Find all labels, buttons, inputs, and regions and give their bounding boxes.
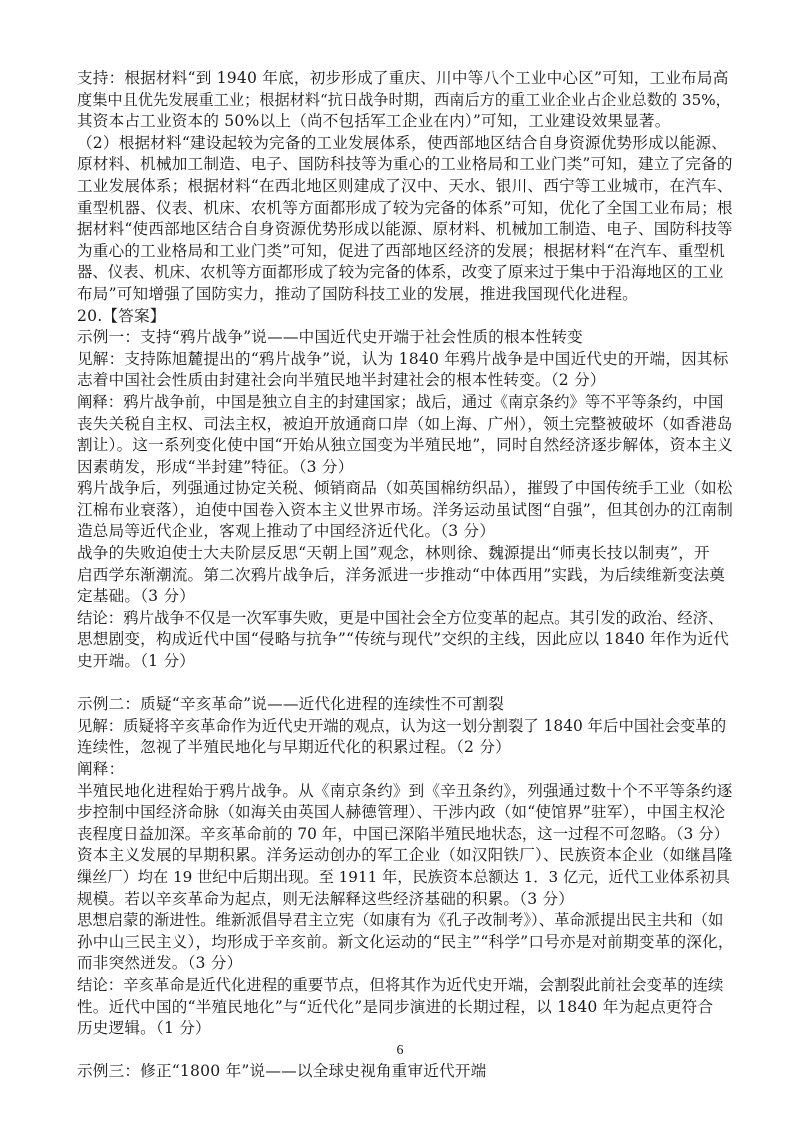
- text-line: 支持：根据材料“到 1940 年底，初步形成了重庆、川中等八个工业中心区”可知，工业布局高: [77, 69, 729, 87]
- text-line: 示例二：质疑“辛亥革命”说——近代化进程的连续性不可割裂: [77, 695, 504, 714]
- page-number: 6: [396, 1043, 404, 1058]
- text-line: 示例一：支持“鸦片战争”说——中国近代史开端于社会性质的根本性转变: [77, 328, 583, 347]
- text-line: 结论：鸦片战争不仅是一次军事失败，更是中国社会全方位变革的起点。其引发的政治、经济、: [77, 608, 724, 627]
- text-line: 其资本占工业资本的 50%以上（尚不包括军工企业在内）”可知，工业建设效果显著。: [77, 112, 671, 131]
- text-line: 见解：质疑将辛亥革命作为近代史开端的观点，认为这一划分割裂了 1840 年后中国社会变革的: [77, 716, 727, 735]
- text-line: 20.【答案】: [77, 306, 166, 325]
- text-line: 割让）。这一系列变化使中国“开始从独立国变为半殖民地”，同时自然经济逐步解体，资本主义: [77, 436, 734, 455]
- text-line: 思想启蒙的渐进性。维新派倡导君主立宪（如康有为《孔子改制考》）、革命派提出民主共和（如: [77, 911, 724, 930]
- text-line: 见解：支持陈旭麓提出的“鸦片战争”说，认为 1840 年鸦片战争是中国近代史的开端，因其标: [77, 349, 729, 368]
- text-line: 工业发展体系；根据材料“在西北地区则建成了汉中、天水、银川、西宁等工业城市，在汽车、: [77, 176, 733, 195]
- text-line: 连续性，忽视了半殖民地化与早期近代化的积累过程。（2 分）: [77, 738, 511, 757]
- text-line: 重型机器、仪表、机床、农机等方面都形成了较为完备的体系”可知，优化了全国工业布局；根: [77, 198, 733, 217]
- text-line: 史开端。（1 分）: [77, 652, 196, 671]
- text-line: 性。近代中国的“半殖民地化”与“近代化”是同步演进的长期过程，以 1840 年为起点更符合: [77, 997, 714, 1016]
- text-line: （2）根据材料“建设起较为完备的工业发展体系，使西部地区结合自身资源优势形成以能源、: [77, 133, 728, 152]
- text-line: 为重心的工业格局和工业门类”可知，促进了西部地区经济的发展；根据材料“在汽车、重型机: [77, 241, 726, 260]
- text-line: 孙中山三民主义），均形成于辛亥前。新文化运动的“民主”“科学”口号亦是对前期变革的深化，: [77, 932, 734, 951]
- text-line: 而非突然迸发。（3 分）: [77, 954, 243, 973]
- text-line: 规模。若以辛亥革命为起点，则无法解释这些经济基础的积累。（3 分）: [77, 889, 575, 908]
- text-line: 造总局等近代企业，客观上推动了中国经济近代化。（3 分）: [77, 522, 496, 541]
- text-line: 据材料“使西部地区结合自身资源优势形成以能源、原材料、机械加工制造、电子、国防科技等: [77, 220, 733, 239]
- text-line: 结论：辛亥革命是近代化进程的重要节点，但将其作为近代史开端，会割裂此前社会变革的连续: [77, 975, 724, 994]
- text-line: 丧程度日益加深。辛亥革命前的 70 年，中国已深陷半殖民地状态，这一过程不可忽略。（3 分）: [77, 824, 729, 843]
- text-line: 因素萌发，形成“半封建”特征。（3 分）: [77, 457, 354, 476]
- text-line: 缫丝厂）均在 19 世纪中后期出现。至 1911 年，民族资本总额达 1．3 亿元，近代工业体系初具: [77, 867, 731, 886]
- text-line: 丧失关税自主权、司法主权，被迫开放通商口岸（如上海、广州），领土完整被破坏（如香港岛: [77, 414, 733, 433]
- text-line: 度集中且优先发展重工业；根据材料“抗日战争时期，西南后方的重工业企业占企业总数的 35%，: [77, 90, 731, 109]
- text-line: 战争的失败迫使士大夫阶层反思“天朝上国”观念，林则徐、魏源提出“师夷长技以制夷”，开: [77, 544, 710, 563]
- text-line: 器、仪表、机床、农机等方面都形成了较为完备的体系，改变了原来过于集中于沿海地区的工业: [77, 263, 724, 282]
- blank-line: [77, 673, 737, 695]
- text-line: 启西学东渐潮流。第二次鸦片战争后，洋务派进一步推动“中体西用”实践，为后续维新变法奠: [77, 565, 726, 584]
- text-line: 原材料、机械加工制造、电子、国防科技等为重心的工业格局和工业门类”可知，建立了完备的: [77, 155, 733, 174]
- text-line: 资本主义发展的早期积累。洋务运动创办的军工企业（如汉阳铁厂）、民族资本企业（如继昌隆: [77, 846, 733, 865]
- text-line: 思想剧变，构成近代中国“侵略与抗争”“传统与现代”交织的主线，因此应以 1840 年作为近代: [77, 630, 730, 649]
- text-line: 布局”可知增强了国防实力，推动了国防科技工业的发展，推进我国现代化进程。: [77, 284, 638, 303]
- text-line: 志着中国社会性质由封建社会向半殖民地半封建社会的根本性转变。（2 分）: [77, 371, 606, 390]
- text-line: 定基础。（3 分）: [77, 587, 196, 606]
- text-line: 阐释：鸦片战争前，中国是独立自主的封建国家；战后，通过《南京条约》等不平等条约，中国: [77, 392, 724, 411]
- text-line: 步控制中国经济命脉（如海关由英国人赫德管理）、干涉内政（如“使馆界”驻军），中国主权沦: [77, 803, 726, 822]
- text-line: 示例三：修正“1800 年”说——以全球史视角重审近代开端: [77, 1062, 487, 1081]
- text-line: 鸦片战争后，列强通过协定关税、倾销商品（如英国棉纺织品），摧毁了中国传统手工业（如松: [77, 479, 733, 498]
- document-body: [77, 68, 737, 1083]
- text-line: 半殖民地化进程始于鸦片战争。从《南京条约》到《辛丑条约》，列强通过数十个不平等条约逐: [77, 781, 733, 800]
- text-line: 历史逻辑。（1 分）: [77, 1019, 211, 1038]
- text-line: 江棉布业衰落），迫使中国卷入资本主义世界市场。洋务运动虽试图“自强”，但其创办的江南制: [77, 500, 734, 519]
- text-line: 阐释：: [77, 760, 125, 778]
